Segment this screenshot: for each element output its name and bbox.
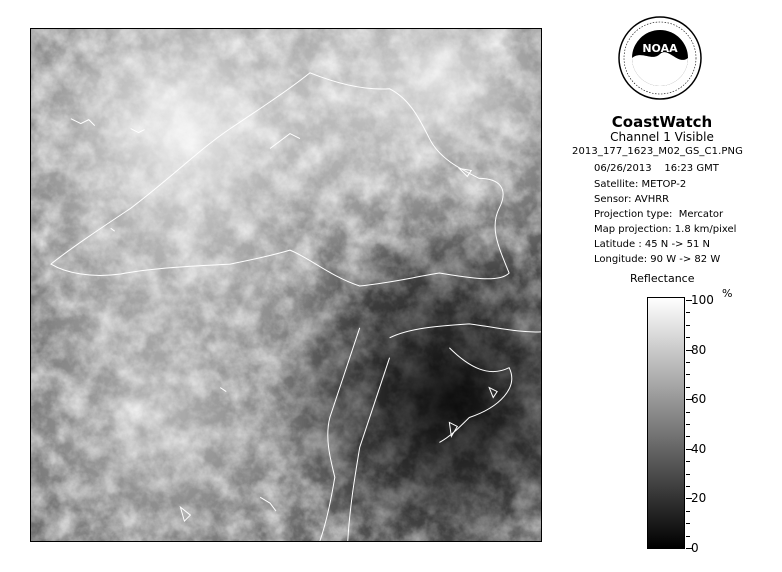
noaa-logo-text: NOAA <box>642 42 678 55</box>
colorbar-tick-label: 40 <box>691 441 707 456</box>
date-time: 06/26/2013 16:23 GMT <box>594 163 719 174</box>
colorbar-minor-tick <box>686 362 690 363</box>
colorbar-minor-tick <box>686 424 690 425</box>
colorbar-minor-tick <box>686 387 690 388</box>
colorbar-minor-tick <box>686 511 690 512</box>
satellite-image <box>30 28 542 542</box>
colorbar-minor-tick <box>686 461 690 462</box>
colorbar-title: Reflectance <box>630 272 695 285</box>
projection-type: Projection type: Mercator <box>594 209 724 220</box>
colorbar-minor-tick <box>686 486 690 487</box>
file-name: 2013_177_1623_M02_GS_C1.PNG <box>572 146 743 157</box>
colorbar-minor-tick <box>686 523 690 524</box>
sensor-label: Sensor: AVHRR <box>594 194 670 205</box>
colorbar-tick-label: 20 <box>691 491 707 506</box>
latitude-range: Latitude : 45 N -> 51 N <box>594 239 710 250</box>
colorbar-minor-tick <box>686 412 690 413</box>
colorbar-minor-tick <box>686 536 690 537</box>
colorbar-tick-label: 0 <box>691 541 699 555</box>
longitude-range: Longitude: 90 W -> 82 W <box>594 254 721 265</box>
reflectance-colorbar <box>647 297 685 549</box>
map-projection: Map projection: 1.8 km/pixel <box>594 224 737 235</box>
satellite-label: Satellite: METOP-2 <box>594 179 687 190</box>
colorbar-minor-tick <box>686 337 690 338</box>
colorbar-minor-tick <box>686 474 690 475</box>
colorbar-tick-label: 100 <box>691 293 714 307</box>
channel-label: Channel 1 Visible <box>610 130 714 144</box>
noaa-logo <box>618 16 702 100</box>
colorbar-tick-label: 80 <box>691 342 707 357</box>
colorbar-unit: % <box>722 287 733 300</box>
colorbar-minor-tick <box>686 312 690 313</box>
org-title: CoastWatch <box>611 113 713 131</box>
colorbar-minor-tick <box>686 325 690 326</box>
colorbar-minor-tick <box>686 436 690 437</box>
colorbar-minor-tick <box>686 374 690 375</box>
colorbar-tick-label: 60 <box>691 392 707 407</box>
satellite-imagery-svg <box>31 29 541 541</box>
